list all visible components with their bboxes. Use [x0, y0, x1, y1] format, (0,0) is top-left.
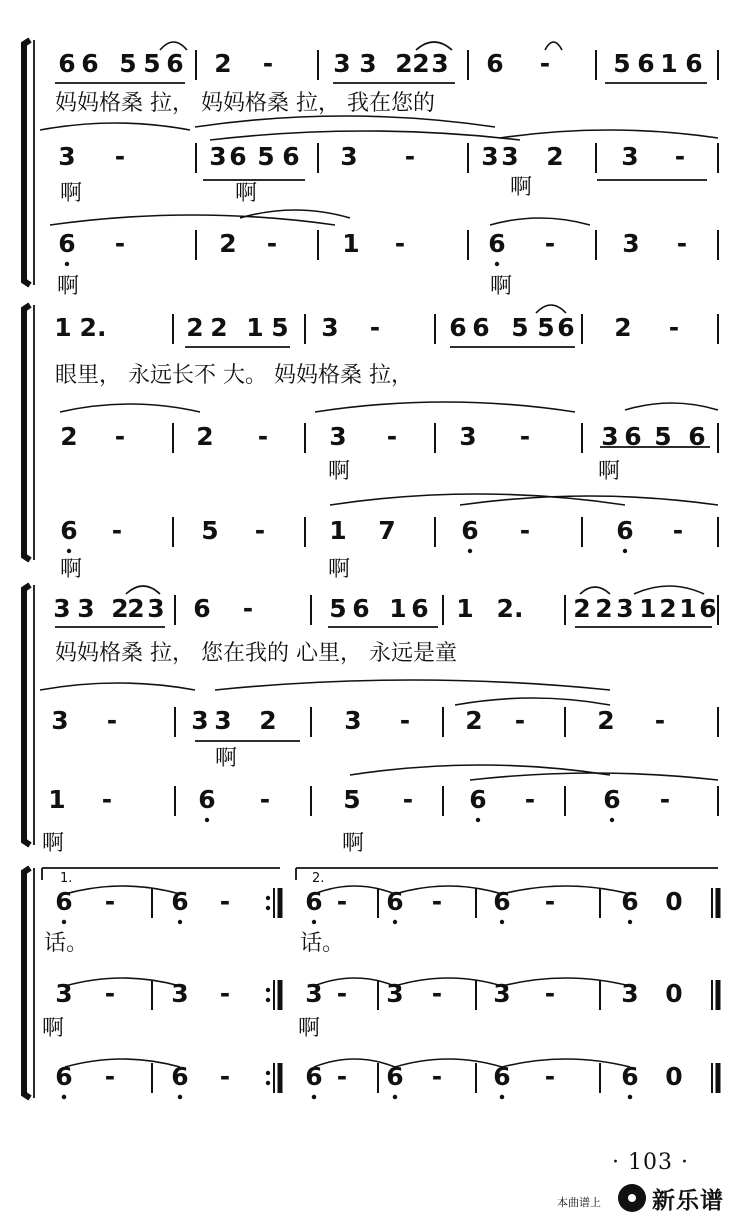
note: - — [676, 229, 688, 258]
lyrics-voice2: 啊 — [510, 175, 533, 200]
note: - — [431, 887, 443, 916]
note: 3 — [214, 706, 232, 735]
lyrics-voice2: 啊 — [42, 1016, 65, 1041]
note: - — [654, 706, 666, 735]
lyrics-voice3: 啊 — [42, 831, 65, 856]
note: 6 — [171, 1062, 189, 1091]
note: 1 — [329, 516, 347, 545]
note: 0 — [665, 979, 683, 1008]
note: 6 — [621, 887, 639, 916]
note: 3 — [431, 49, 449, 78]
slur — [65, 1059, 180, 1067]
lyrics-voice2: 啊 — [598, 459, 621, 484]
note: 6 — [352, 594, 370, 623]
slur — [455, 698, 610, 705]
note: 5 — [343, 785, 361, 814]
note: - — [672, 516, 684, 545]
note: 2 — [214, 49, 232, 78]
slur — [314, 978, 395, 986]
note: - — [404, 142, 416, 171]
note: 2 — [614, 313, 632, 342]
note: - — [674, 142, 686, 171]
note: 0 — [665, 1062, 683, 1091]
octave-dot — [62, 1095, 66, 1099]
record-disc-icon — [618, 1184, 646, 1212]
lyrics-voice1: 妈妈格桑 拉， 您在我的 心里， 永远是童 — [55, 641, 457, 666]
note: 5 — [201, 516, 219, 545]
note: - — [219, 887, 231, 916]
note: 1 — [456, 594, 474, 623]
repeat-dot — [266, 988, 270, 992]
site-logo — [618, 1182, 742, 1214]
lyrics-voice3: 啊 — [57, 274, 80, 299]
note: 3 — [344, 706, 362, 735]
note: 5 — [119, 49, 137, 78]
note: - — [524, 785, 536, 814]
note: 0 — [665, 887, 683, 916]
note: 3 — [359, 49, 377, 78]
note: 1 — [48, 785, 66, 814]
note: 6 — [624, 422, 642, 451]
note: - — [519, 422, 531, 451]
note: - — [106, 706, 118, 735]
lyrics-voice2: 啊 — [328, 459, 351, 484]
note: - — [394, 229, 406, 258]
note: 2 — [465, 706, 483, 735]
note: 2. — [79, 313, 107, 342]
note: 6 — [305, 887, 323, 916]
note: - — [259, 785, 271, 814]
note: 3 — [481, 142, 499, 171]
note: 6 — [386, 887, 404, 916]
note: 1 — [679, 594, 697, 623]
note: 6 — [55, 1062, 73, 1091]
note: 6 — [166, 49, 184, 78]
note: - — [402, 785, 414, 814]
note: 6 — [688, 422, 706, 451]
note: 2 — [219, 229, 237, 258]
note: 6 — [411, 594, 429, 623]
note: 2 — [111, 594, 129, 623]
source-note: 本曲谱上 — [557, 1196, 601, 1209]
page-number: · 103 · — [612, 1150, 689, 1175]
system-bracket — [24, 585, 30, 845]
octave-dot — [468, 549, 472, 553]
note: 5 — [143, 49, 161, 78]
note: - — [386, 422, 398, 451]
slur — [126, 586, 160, 594]
lyrics-voice2: 啊 — [60, 181, 83, 206]
slur — [502, 978, 630, 986]
note: 2 — [595, 594, 613, 623]
note: 6 — [603, 785, 621, 814]
note: 3 — [77, 594, 95, 623]
note: 1 — [660, 49, 678, 78]
octave-dot — [178, 920, 182, 924]
octave-dot — [495, 262, 499, 266]
slur — [502, 886, 630, 894]
note: 6 — [449, 313, 467, 342]
note: 3 — [51, 706, 69, 735]
note: - — [399, 706, 411, 735]
note: 3 — [305, 979, 323, 1008]
note: 5 — [511, 313, 529, 342]
octave-dot — [623, 549, 627, 553]
note: - — [544, 1062, 556, 1091]
note: 1 — [389, 594, 407, 623]
slur — [40, 683, 195, 690]
octave-dot — [65, 262, 69, 266]
note: - — [539, 49, 551, 78]
note: 2 — [546, 142, 564, 171]
note: 3 — [171, 979, 189, 1008]
note: - — [659, 785, 671, 814]
note: - — [254, 516, 266, 545]
repeat-dot — [266, 1081, 270, 1085]
octave-dot — [67, 549, 71, 553]
slur — [65, 886, 180, 894]
note: 1 — [342, 229, 360, 258]
repeat-dot — [266, 906, 270, 910]
lyrics-voice2: 啊 — [298, 1016, 321, 1041]
octave-dot — [312, 1095, 316, 1099]
slur — [502, 1059, 630, 1067]
system-bracket — [24, 868, 30, 1098]
note: 6 — [493, 887, 511, 916]
slur — [65, 978, 180, 986]
octave-dot — [62, 920, 66, 924]
note: 6 — [472, 313, 490, 342]
note: 6 — [305, 1062, 323, 1091]
logo-text: 新乐谱 — [652, 1187, 724, 1214]
octave-dot — [610, 818, 614, 822]
note: 6 — [171, 887, 189, 916]
note: 6 — [699, 594, 717, 623]
slur — [634, 586, 704, 594]
octave-dot — [393, 1095, 397, 1099]
note: - — [668, 313, 680, 342]
repeat-dot — [266, 1071, 270, 1075]
lyrics-voice1: 话。 — [300, 931, 345, 956]
note: 3 — [55, 979, 73, 1008]
note: - — [336, 887, 348, 916]
note: 3 — [621, 979, 639, 1008]
repeat-dot — [266, 998, 270, 1002]
note: 6 — [198, 785, 216, 814]
slur — [580, 587, 610, 594]
note: - — [514, 706, 526, 735]
slur — [500, 130, 718, 138]
note: 5 — [613, 49, 631, 78]
note: - — [369, 313, 381, 342]
note: - — [336, 1062, 348, 1091]
note: 6 — [461, 516, 479, 545]
note: - — [219, 979, 231, 1008]
system-bracket — [24, 305, 30, 560]
note: - — [519, 516, 531, 545]
slur — [315, 402, 575, 412]
note: - — [544, 887, 556, 916]
lyrics-voice3: 啊 — [328, 557, 351, 582]
note: 6 — [60, 516, 78, 545]
note: - — [104, 887, 116, 916]
slur — [490, 218, 590, 225]
note: - — [262, 49, 274, 78]
note: 1 — [246, 313, 264, 342]
note: 6 — [488, 229, 506, 258]
note: 6 — [469, 785, 487, 814]
volta-label: 2. — [312, 871, 325, 886]
lyrics-voice2: 啊 — [215, 746, 238, 771]
note: 6 — [557, 313, 575, 342]
note: 2 — [60, 422, 78, 451]
slur — [395, 1059, 502, 1067]
note: 3 — [459, 422, 477, 451]
note: - — [114, 229, 126, 258]
note: 3 — [329, 422, 347, 451]
note: 5 — [654, 422, 672, 451]
note: - — [242, 594, 254, 623]
note: - — [101, 785, 113, 814]
slur — [60, 404, 200, 412]
note: 6 — [621, 1062, 639, 1091]
note: 6 — [229, 142, 247, 171]
note: 3 — [333, 49, 351, 78]
note: 1 — [54, 313, 72, 342]
system-bracket — [24, 40, 30, 285]
octave-dot — [178, 1095, 182, 1099]
note: 3 — [493, 979, 511, 1008]
lyrics-voice3: 啊 — [342, 831, 365, 856]
note: 2 — [597, 706, 615, 735]
note: - — [266, 229, 278, 258]
lyrics-voice2: 啊 — [235, 181, 258, 206]
octave-dot — [628, 920, 632, 924]
note: 3 — [616, 594, 634, 623]
octave-dot — [476, 818, 480, 822]
octave-dot — [205, 818, 209, 822]
note: - — [336, 979, 348, 1008]
octave-dot — [312, 920, 316, 924]
note: 5 — [537, 313, 555, 342]
note: 3 — [340, 142, 358, 171]
octave-dot — [628, 1095, 632, 1099]
note: 3 — [621, 142, 639, 171]
note: 6 — [685, 49, 703, 78]
lyrics-voice3: 啊 — [60, 557, 83, 582]
note: 3 — [53, 594, 71, 623]
slur — [40, 123, 190, 130]
note: 3 — [321, 313, 339, 342]
note: 6 — [282, 142, 300, 171]
note: 3 — [501, 142, 519, 171]
note: 3 — [191, 706, 209, 735]
note: - — [431, 979, 443, 1008]
note: 6 — [637, 49, 655, 78]
note: 6 — [58, 49, 76, 78]
slur — [536, 305, 566, 313]
octave-dot — [393, 920, 397, 924]
note: 3 — [601, 422, 619, 451]
volta-label: 1. — [60, 871, 73, 886]
slur — [395, 978, 502, 986]
note: 6 — [81, 49, 99, 78]
note: 7 — [378, 516, 396, 545]
note: 3 — [58, 142, 76, 171]
note: 2 — [573, 594, 591, 623]
note: 3 — [209, 142, 227, 171]
note: 6 — [486, 49, 504, 78]
note: 6 — [58, 229, 76, 258]
slur — [314, 886, 395, 894]
note: 2 — [196, 422, 214, 451]
note: 6 — [193, 594, 211, 623]
note: 5 — [329, 594, 347, 623]
note: - — [114, 422, 126, 451]
note: 6 — [55, 887, 73, 916]
slur — [470, 773, 718, 780]
note: 1 — [639, 594, 657, 623]
note: 5 — [257, 142, 275, 171]
note: 2. — [496, 594, 524, 623]
octave-dot — [500, 1095, 504, 1099]
note: - — [114, 142, 126, 171]
slur — [395, 886, 502, 894]
note: - — [219, 1062, 231, 1091]
note: 2 — [395, 49, 413, 78]
octave-dot — [500, 920, 504, 924]
note: 3 — [147, 594, 165, 623]
lyrics-voice1: 妈妈格桑 拉， 妈妈格桑 拉， 我在您的 — [55, 91, 435, 116]
note: - — [431, 1062, 443, 1091]
slur — [195, 116, 495, 127]
note: 2 — [186, 313, 204, 342]
note: 6 — [616, 516, 634, 545]
lyrics-voice3: 啊 — [490, 274, 513, 299]
note: - — [104, 1062, 116, 1091]
slur — [210, 131, 520, 140]
note: 2 — [210, 313, 228, 342]
slur — [50, 215, 335, 225]
note: 3 — [386, 979, 404, 1008]
note: 2 — [259, 706, 277, 735]
slur — [314, 1059, 395, 1067]
note: 2 — [659, 594, 677, 623]
lyrics-voice1: 话。 — [44, 931, 89, 956]
note: 2 — [412, 49, 430, 78]
lyrics-voice1: 眼里， 永远长不 大。 妈妈格桑 拉， — [55, 363, 413, 388]
slur — [215, 680, 610, 690]
slur — [625, 403, 718, 410]
note: - — [111, 516, 123, 545]
note: - — [257, 422, 269, 451]
note: - — [544, 229, 556, 258]
note: - — [104, 979, 116, 1008]
repeat-dot — [266, 896, 270, 900]
note: 6 — [493, 1062, 511, 1091]
note: - — [544, 979, 556, 1008]
note: 5 — [271, 313, 289, 342]
note: 2 — [127, 594, 145, 623]
note: 3 — [622, 229, 640, 258]
note: 6 — [386, 1062, 404, 1091]
